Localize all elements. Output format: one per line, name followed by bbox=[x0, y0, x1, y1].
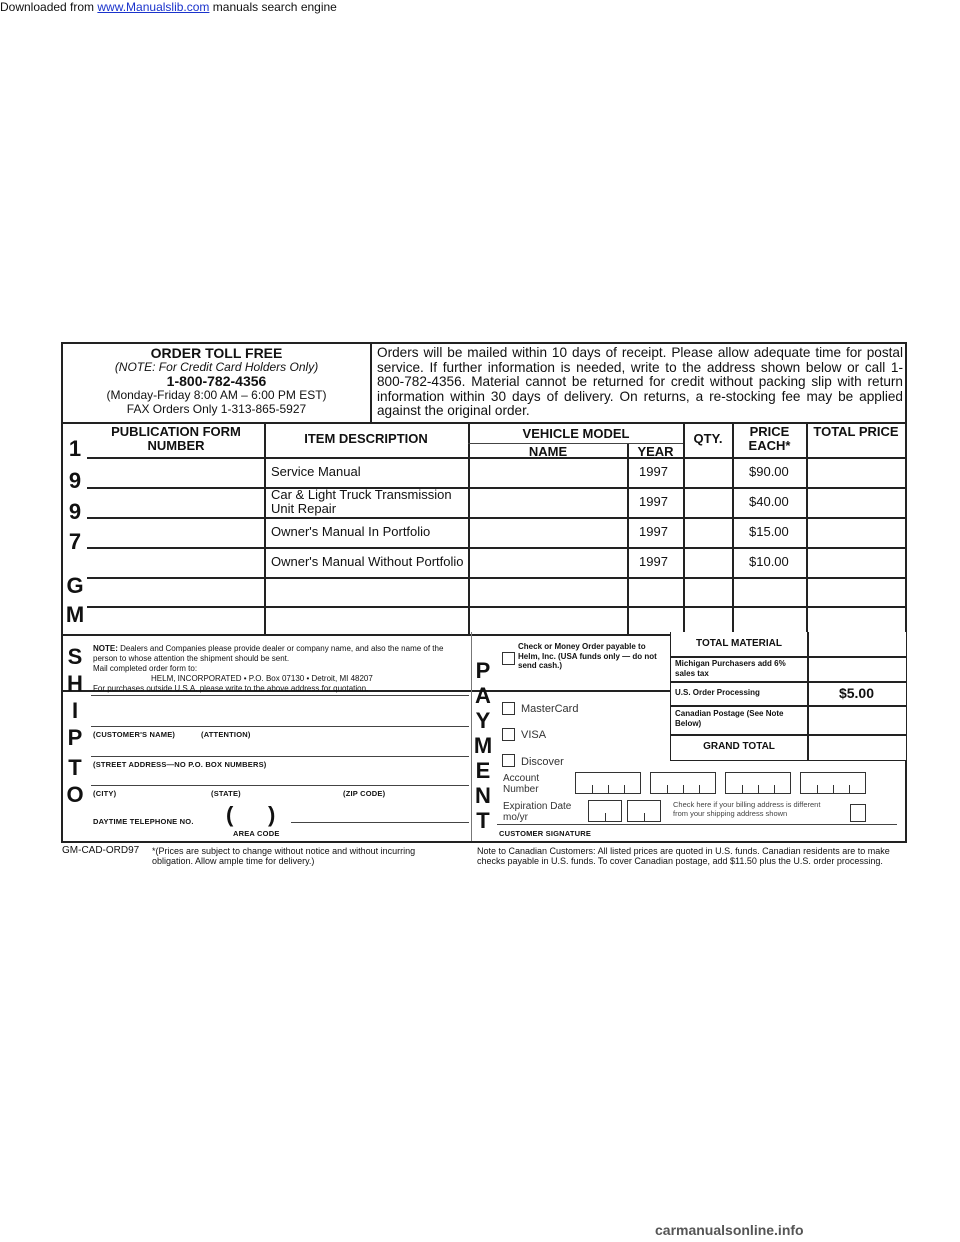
payment-label-y: Y bbox=[475, 708, 491, 733]
state-label: (STATE) bbox=[211, 789, 241, 798]
ship-label-i: I bbox=[71, 698, 79, 723]
row2-description: Car & Light Truck Transmission Unit Repair bbox=[271, 487, 452, 516]
customer-signature-label: CUSTOMER SIGNATURE bbox=[499, 829, 592, 838]
daytime-phone-label: DAYTIME TELEPHONE NO. bbox=[93, 817, 194, 826]
billing-address-checkbox[interactable] bbox=[850, 804, 866, 822]
expiration-month[interactable] bbox=[588, 800, 622, 822]
helm-address: HELM, INCORPORATED • P.O. Box 07130 • Detroit, MI 48207 bbox=[151, 674, 373, 683]
row1-description: Service Manual bbox=[271, 464, 361, 479]
header-qty: QTY. bbox=[693, 431, 723, 446]
fax-number: FAX Orders Only 1-313-865-5927 bbox=[126, 402, 307, 416]
payment-label-p: P bbox=[475, 658, 491, 683]
account-number-label: Account Number bbox=[503, 773, 540, 795]
side-label-7: 7 bbox=[68, 529, 82, 554]
mail-to-label: Mail completed order form to: bbox=[93, 664, 198, 673]
row1-year: 1997 bbox=[639, 464, 668, 479]
discover-checkbox[interactable] bbox=[502, 754, 515, 767]
attention-label: (ATTENTION) bbox=[201, 730, 251, 739]
row2-price: $40.00 bbox=[749, 494, 789, 509]
row4-price: $10.00 bbox=[749, 554, 789, 569]
payment-label-t: T bbox=[476, 808, 490, 833]
account-digits-2[interactable] bbox=[650, 772, 716, 794]
row4-description: Owner's Manual Without Portfolio bbox=[271, 554, 464, 569]
header-item-description: ITEM DESCRIPTION bbox=[304, 431, 428, 446]
ship-label-p: P bbox=[67, 725, 83, 750]
account-digits-3[interactable] bbox=[725, 772, 791, 794]
credit-card-note: (NOTE: For Credit Card Holders Only) bbox=[114, 360, 319, 374]
visa-checkbox[interactable] bbox=[502, 728, 515, 741]
check-money-order-checkbox[interactable] bbox=[502, 652, 515, 665]
area-code-paren-open: ( bbox=[226, 802, 234, 827]
area-code-paren-close: ) bbox=[268, 802, 276, 827]
check-money-order-label: Check or Money Order payable to Helm, Inc. (USA funds only — do not send cash.) bbox=[518, 642, 657, 670]
payment-label-m: M bbox=[473, 733, 493, 758]
ship-label-o: O bbox=[66, 782, 84, 807]
zip-code-label: (ZIP CODE) bbox=[343, 789, 386, 798]
form-code: GM-CAD-ORD97 bbox=[62, 845, 140, 856]
delivery-terms: Orders will be mailed within 10 days of receipt. Please allow adequate time for postal service. If further information is needed, write to the address shown below or call 1-800-782-4356. Material cannot be returned for credit without packing slip with return information within 30 days of delivery. On returns, a re-stocking fee may be applied against the original order. bbox=[377, 345, 903, 418]
row3-year: 1997 bbox=[639, 524, 668, 539]
ship-label-t: T bbox=[68, 755, 82, 780]
side-label-9b: 9 bbox=[68, 499, 82, 524]
note-label: NOTE: bbox=[93, 644, 118, 653]
prices-note: *(Prices are subject to change without notice and without incurring obligation. Allow ample time for delivery.) bbox=[152, 846, 416, 866]
payment-label-a: A bbox=[475, 683, 491, 708]
grand-total-label: GRAND TOTAL bbox=[703, 741, 775, 752]
row4-year: 1997 bbox=[639, 554, 668, 569]
header-year: YEAR bbox=[637, 444, 674, 459]
us-processing-label: U.S. Order Processing bbox=[675, 688, 760, 697]
visa-label: VISA bbox=[521, 729, 547, 741]
total-material-label: TOTAL MATERIAL bbox=[696, 638, 782, 649]
michigan-tax-label: Michigan Purchasers add 6% sales tax bbox=[675, 659, 786, 678]
header-vehicle-model: VEHICLE MODEL bbox=[522, 426, 630, 441]
canadian-customers-note: Note to Canadian Customers: All listed prices are quoted in U.S. funds. Canadian residents are to make checks payable in U.S. funds. To cover Canadian postage, add $11.50 plus the U.S. order processing. bbox=[477, 846, 890, 866]
manualslib-link[interactable]: www.Manualslib.com bbox=[97, 0, 210, 14]
side-label-9a: 9 bbox=[68, 468, 82, 493]
dealer-note bbox=[93, 644, 469, 664]
header-total-price: TOTAL PRICE bbox=[813, 424, 899, 439]
outside-usa-note: For purchases outside U.S.A. please write to the above address for quotation. bbox=[93, 684, 369, 693]
header-price-each: PRICE EACH* bbox=[748, 424, 791, 453]
note-text: Dealers and Companies please provide dealer or company name, and also the name of the person to whose attention the shipment should be sent. bbox=[93, 644, 444, 663]
header-name: NAME bbox=[528, 444, 568, 459]
lower-form-area bbox=[61, 632, 907, 842]
header-publication-form-number: PUBLICATION FORM NUMBER bbox=[111, 424, 241, 453]
canadian-postage-label: Canadian Postage (See Note Below) bbox=[675, 709, 784, 728]
row3-description: Owner's Manual In Portfolio bbox=[271, 524, 431, 539]
us-processing-value: $5.00 bbox=[838, 685, 875, 701]
expiration-year[interactable] bbox=[627, 800, 661, 822]
order-hours: (Monday-Friday 8:00 AM – 6:00 PM EST) bbox=[106, 388, 327, 402]
account-digits-4[interactable] bbox=[800, 772, 866, 794]
row3-price: $15.00 bbox=[749, 524, 789, 539]
area-code-label: AREA CODE bbox=[233, 829, 280, 838]
discover-label: Discover bbox=[521, 756, 564, 768]
mastercard-label: MasterCard bbox=[521, 703, 579, 715]
account-digits-1[interactable] bbox=[575, 772, 641, 794]
order-toll-free-title: ORDER TOLL FREE bbox=[150, 345, 283, 361]
mastercard-checkbox[interactable] bbox=[502, 702, 515, 715]
city-label: (CITY) bbox=[93, 789, 117, 798]
banner-prefix: Downloaded from bbox=[0, 0, 98, 14]
side-label-m: M bbox=[65, 602, 85, 627]
carmanualsonline-watermark: carmanualsonline.info bbox=[655, 1222, 804, 1238]
order-toll-free-box bbox=[63, 344, 370, 422]
payment-label-e: E bbox=[475, 758, 491, 783]
totals-box bbox=[670, 632, 906, 761]
toll-free-phone: 1-800-782-4356 bbox=[166, 373, 267, 389]
row1-price: $90.00 bbox=[749, 464, 789, 479]
side-label-1: 1 bbox=[68, 436, 82, 461]
expiration-date-label: Expiration Date mo/yr bbox=[503, 801, 572, 823]
payment-label-n: N bbox=[475, 783, 491, 808]
street-address-label: (STREET ADDRESS—NO P.O. BOX NUMBERS) bbox=[93, 760, 267, 769]
source-banner bbox=[0, 0, 337, 14]
customer-name-label: (CUSTOMER'S NAME) bbox=[93, 730, 176, 739]
side-label-g: G bbox=[66, 573, 84, 598]
ship-label-s: S bbox=[67, 644, 83, 669]
billing-address-note: Check here if your billing address is different from your shipping address shown bbox=[673, 800, 821, 818]
ship-label-h: H bbox=[67, 671, 83, 696]
row2-year: 1997 bbox=[639, 494, 668, 509]
banner-suffix: manuals search engine bbox=[209, 0, 337, 14]
